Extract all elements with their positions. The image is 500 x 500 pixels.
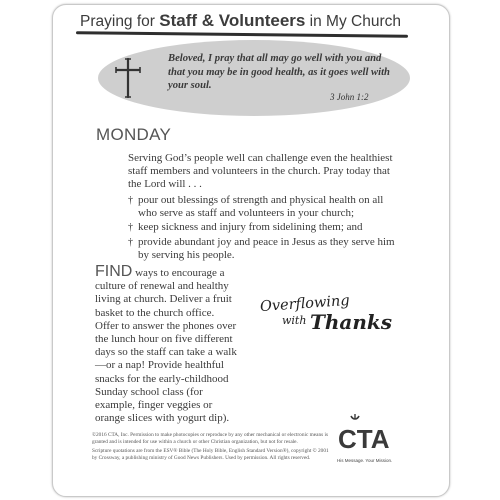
list-item bbox=[128, 221, 400, 234]
scripture-reference: 3 John 1:2 bbox=[330, 92, 369, 102]
cross-icon bbox=[115, 58, 141, 98]
title-suffix: in My Church bbox=[305, 13, 401, 30]
copyright-notice: ©2016 CTA, Inc. Permission to make photocopies or reproduce by any other mechanical or electronic means is granted and is intended for use within a church or other Christian organization, but not for resale. bbox=[92, 432, 329, 445]
cross-bullet-icon: † bbox=[128, 222, 133, 234]
list-item-text: keep sickness and injury from sidelining them; and bbox=[138, 221, 363, 234]
title-prefix: Praying for bbox=[80, 13, 160, 30]
badge-line-3: Thanks bbox=[310, 310, 393, 334]
overflowing-with-thanks-logo bbox=[259, 292, 398, 346]
title-bold: Staff & Volunteers bbox=[159, 11, 306, 30]
find-heading: FIND bbox=[95, 263, 133, 280]
list-item-text: provide abundant joy and peace in Jesus as they serve him by serving his people. bbox=[138, 235, 395, 261]
badge-line-2: with bbox=[282, 314, 307, 327]
cross-bullet-icon: † bbox=[128, 195, 133, 206]
badge-line-1: Overflowing bbox=[259, 292, 351, 316]
scripture-text: Beloved, I pray that all may go well with you and that you may be in good health, as it goes well with your soul. bbox=[168, 53, 390, 91]
scripture-permission: Scripture quotations are from the ESV® Bible (The Holy Bible, English Standard Version®), copyright © 2001 by Crossway, a publishing ministry of Good News Publishers. Used by permission. All rights reserved. bbox=[92, 448, 329, 461]
list-item-text: pour out blessings of strength and physical health on all who serve as staff and volunteers in your church; bbox=[138, 194, 384, 220]
find-text: ways to encourage a culture of renewal and healthy living at church. Deliver a fruit basket to the church office. Offer to answer the phones over the lunch hour on five different days so the staff can take a walk—or a nap! Provide healthful snacks for the early-childhood Sunday school class (for example, finger veggies or orange slices with yogurt dip). bbox=[95, 267, 237, 425]
prayer-list bbox=[128, 194, 400, 263]
cross-bullet-icon: † bbox=[128, 236, 133, 248]
day-heading: MONDAY bbox=[96, 125, 172, 144]
cta-logo bbox=[337, 412, 390, 456]
list-item bbox=[128, 236, 400, 262]
find-section bbox=[95, 265, 240, 425]
fine-print bbox=[92, 432, 330, 464]
card-title bbox=[80, 11, 420, 31]
intro-paragraph: Serving God’s people well can challenge even the healthiest staff members and volunteers in the church. Pray today that the Lord will . . . bbox=[128, 152, 393, 191]
list-item bbox=[128, 194, 400, 220]
cta-logo-text: CTA bbox=[338, 424, 390, 454]
cta-tagline: His Message. Your Mission. bbox=[337, 458, 393, 463]
